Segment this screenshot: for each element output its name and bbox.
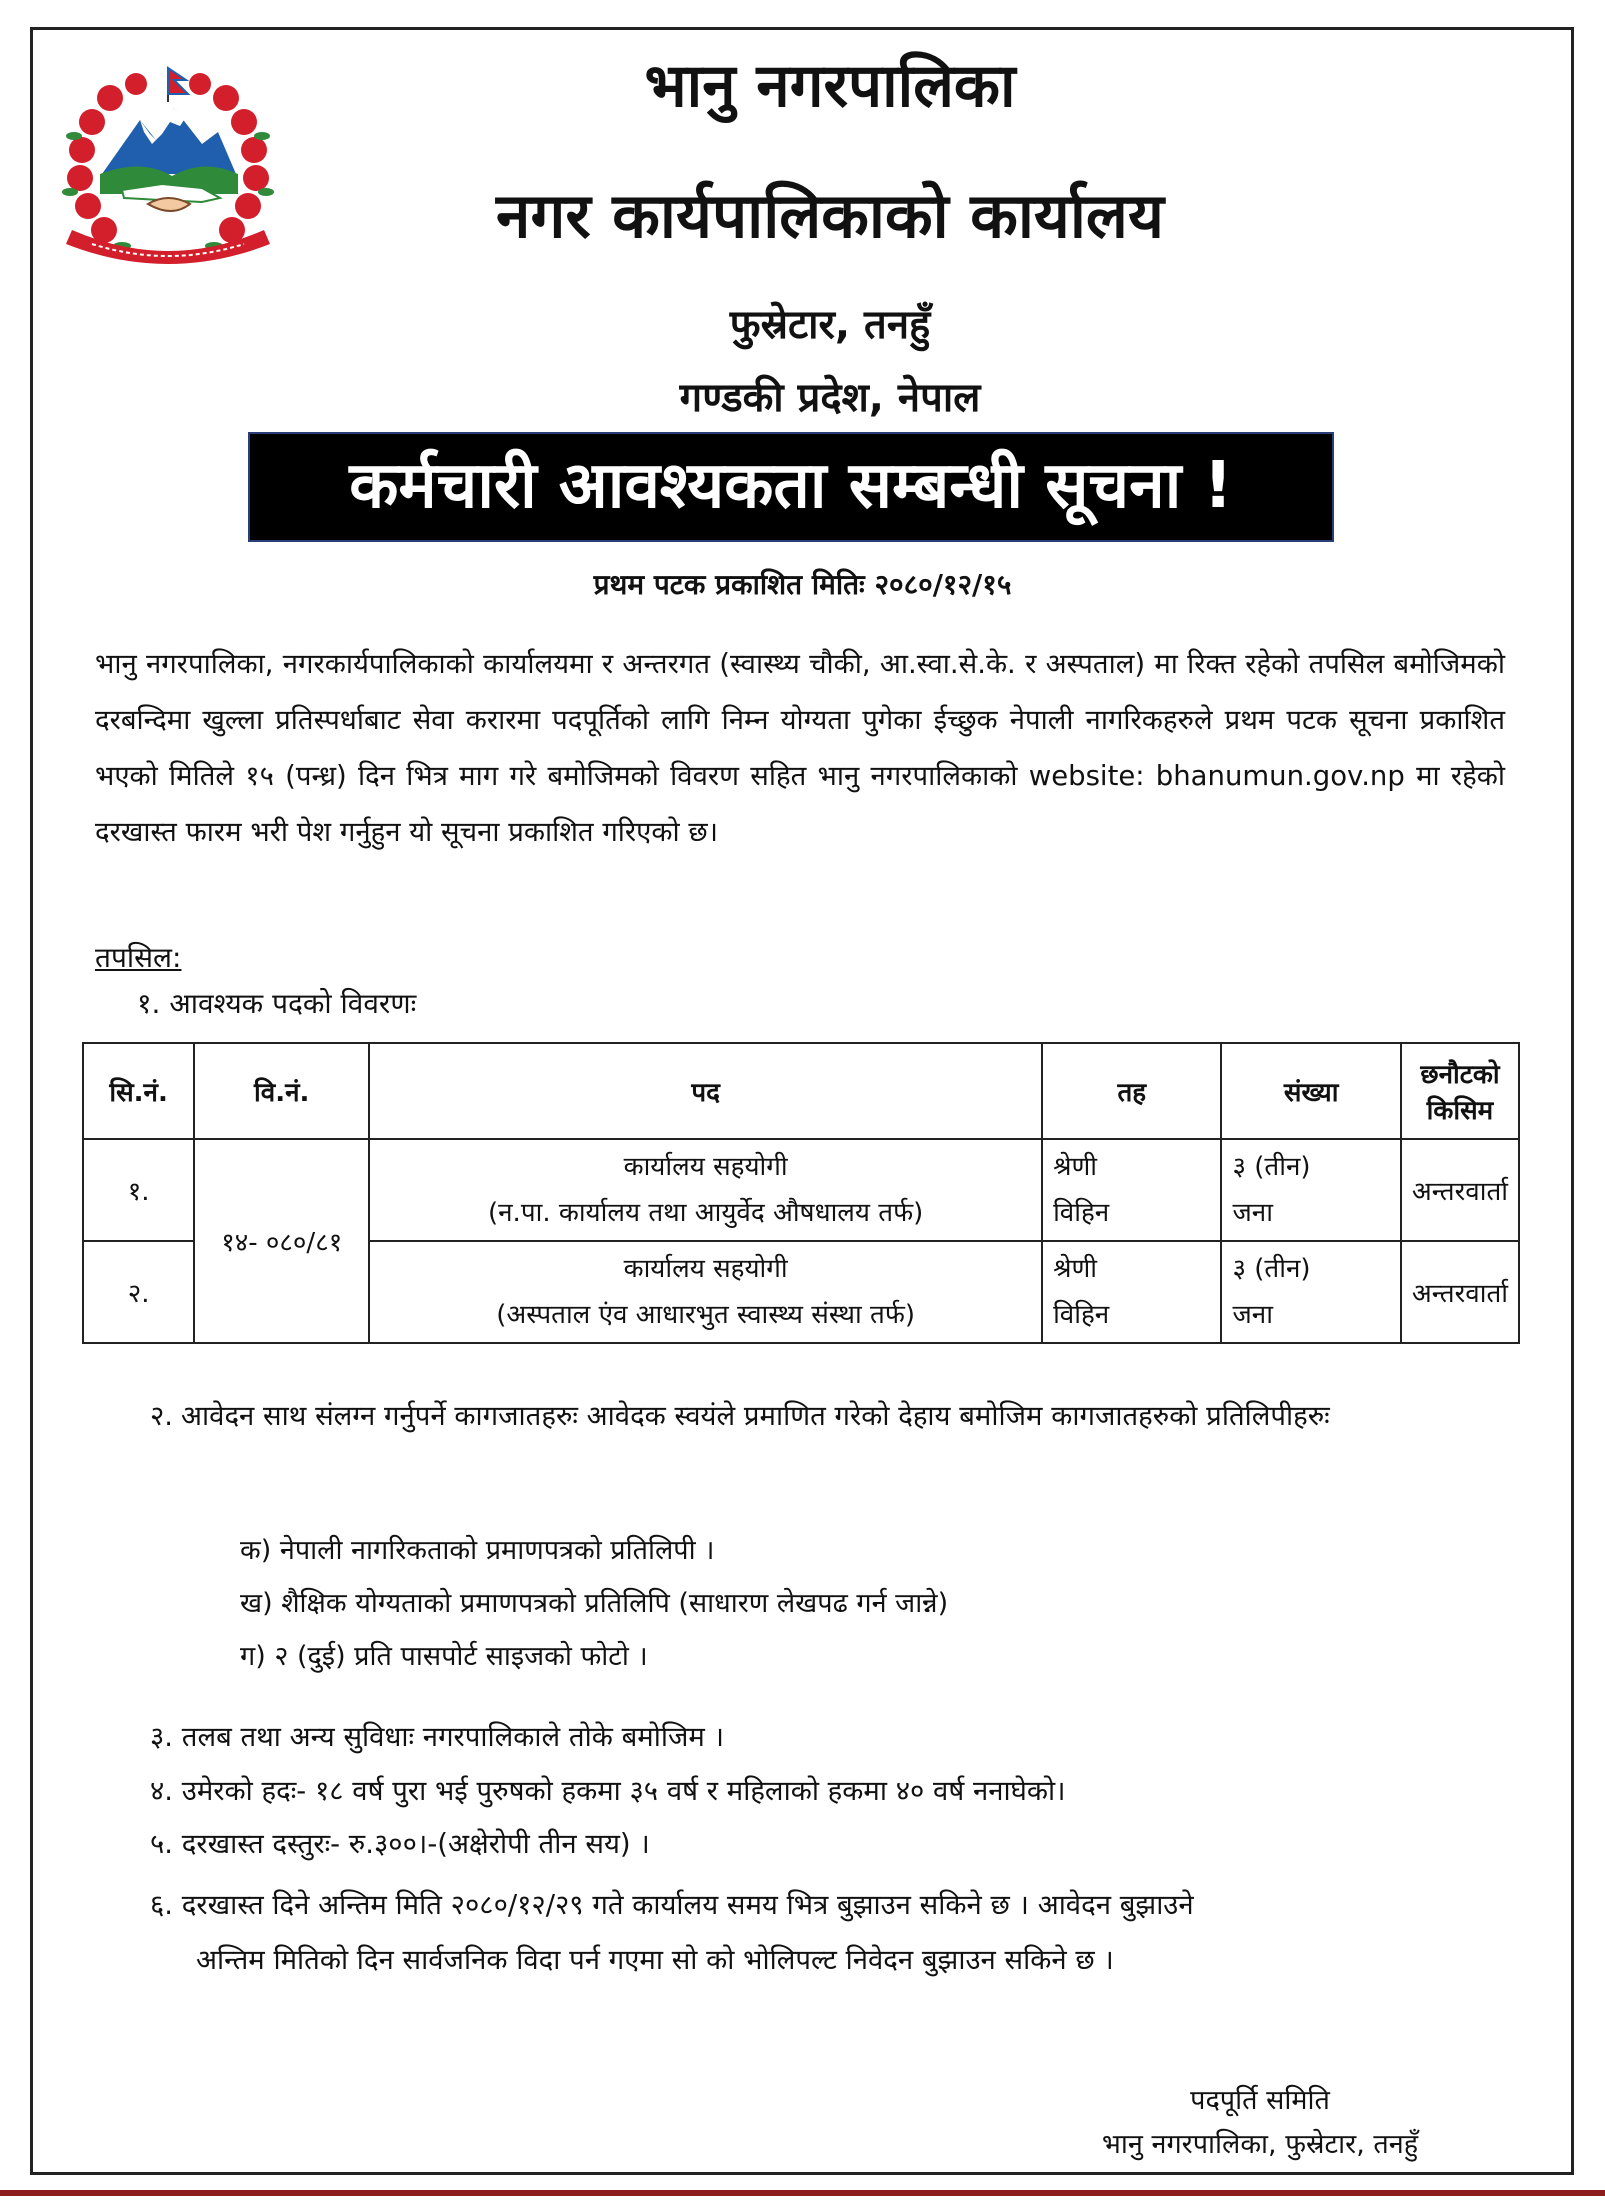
section-3-salary: ३. तलब तथा अन्य सुविधाः नगरपालिकाले तोके बमोजिम । <box>150 1721 725 1753</box>
nepal-emblem-icon <box>52 62 284 264</box>
cell-post <box>369 1139 1042 1241</box>
level-line-2: विहिन <box>1053 1300 1110 1330</box>
section-2 <box>150 1390 1505 1442</box>
schedule-heading: तपसिल: <box>95 941 182 974</box>
cell-count <box>1221 1241 1400 1343</box>
cell-count <box>1221 1139 1400 1241</box>
publish-date: प्रथम पटक प्रकाशित मितिः २०८०/१२/१५ <box>593 568 1012 601</box>
document-item-b: ख) शैक्षिक योग्यताको प्रमाणपत्रको प्रतिलिपि (साधारण लेखपढ गर्न जान्ने) <box>240 1588 949 1619</box>
level-line-1: श्रेणी <box>1053 1152 1098 1182</box>
table-header-row <box>83 1043 1519 1139</box>
cell-selection: अन्तरवार्ता <box>1401 1241 1519 1343</box>
section-6-line-2: अन्तिम मितिको दिन सार्वजनिक विदा पर्न गएमा सो को भोलिपल्ट निवेदन बुझाउन सकिने छ । <box>196 1944 1114 1976</box>
post-detail: (अस्पताल एंव आधारभुत स्वास्थ्य संस्था तर्फ) <box>496 1300 916 1330</box>
header-sn: सि.नं. <box>83 1043 194 1139</box>
cell-sn: २. <box>83 1241 194 1343</box>
cell-sn: १. <box>83 1139 194 1241</box>
document-item-a: क) नेपाली नागरिकताको प्रमाणपत्रको प्रतिलिपी । <box>240 1535 715 1566</box>
document-item-c: ग) २ (दुई) प्रति पासपोर्ट साइजको फोटो । <box>240 1641 648 1672</box>
header-selection: छनौटको किसिम <box>1401 1043 1519 1139</box>
header-post: पद <box>369 1043 1042 1139</box>
intro-paragraph: भानु नगरपालिका, नगरकार्यपालिकाको कार्यालयमा र अन्तरगत (स्वास्थ्य चौकी, आ.स्वा.से.के. र अस्पताल) मा रिक्त रहेको तपसिल बमोजिमको दरबन्दिमा खुल्ला प्रतिस्पर्धाबाट सेवा करारमा पदपूर्तिको लागि निम्न योग्यता पुगेका ईच्छुक नेपाली नागरिकहरुले प्रथम पटक सूचना प्रकाशित भएको मितिले १५ (पन्ध्र) दिन भित्र माग गरे बमोजिमको विवरण सहित भानु नगरपालिकाको website: bhanumun.gov.np मा रहेको दरखास्त फारम भरी पेश गर्नुहुन यो सूचना प्रकाशित गरिएको छ। <box>95 648 1505 848</box>
municipality-name: भानु नगरपालिका <box>644 51 1016 121</box>
location-line-1: फुस्रेटार, तनहुँ <box>729 302 931 348</box>
cell-level <box>1042 1139 1221 1241</box>
notice-banner: कर्मचारी आवश्यकता सम्बन्धी सूचना ! <box>248 432 1334 542</box>
posts-table <box>82 1042 1520 1344</box>
section-5-fee: ५. दरखास्त दस्तुरः- रु.३००।-(अक्षेरोपी तीन सय) । <box>150 1828 650 1860</box>
section-2-text: आवेदन साथ संलग्न गर्नुपर्ने कागजातहरुः आवेदक स्वयंले प्रमाणित गरेको देहाय बमोजिम कागजातहरुको प्रतिलिपीहरुः <box>181 1400 1330 1432</box>
count-line-2: जना <box>1232 1198 1273 1228</box>
table-row <box>83 1139 1519 1241</box>
section-2-number: २. <box>150 1400 174 1432</box>
header-vi-no: वि.नं. <box>194 1043 369 1139</box>
header-count: संख्या <box>1221 1043 1400 1139</box>
signature-committee: पदपूर्ति समिति <box>1190 2085 1330 2116</box>
cell-post <box>369 1241 1042 1343</box>
section-6-line-1: ६. दरखास्त दिने अन्तिम मिति २०८०/१२/२९ गते कार्यालय समय भित्र बुझाउन सकिने छ । आवेदन बुझाउने <box>150 1889 1194 1921</box>
count-line-2: जना <box>1232 1300 1273 1330</box>
level-line-2: विहिन <box>1053 1198 1110 1228</box>
signature-office: भानु नगरपालिका, फुस्रेटार, तनहुँ <box>1101 2129 1419 2160</box>
location-line-2: गण्डकी प्रदेश, नेपाल <box>679 375 981 421</box>
section-1-title: १. आवश्यक पदको विवरणः <box>137 987 417 1020</box>
cell-selection: अन्तरवार्ता <box>1401 1139 1519 1241</box>
cell-vi-no: १४- ०८०/८१ <box>194 1139 369 1343</box>
count-line-1: ३ (तीन) <box>1232 1152 1311 1182</box>
level-line-1: श्रेणी <box>1053 1254 1098 1284</box>
office-name: नगर कार्यपालिकाको कार्यालय <box>496 179 1164 252</box>
post-title: कार्यालय सहयोगी <box>623 1254 788 1284</box>
post-detail: (न.पा. कार्यालय तथा आयुर्वेद औषधालय तर्फ) <box>487 1198 924 1228</box>
post-title: कार्यालय सहयोगी <box>623 1152 788 1182</box>
cell-level <box>1042 1241 1221 1343</box>
count-line-1: ३ (तीन) <box>1232 1254 1311 1284</box>
section-6-deadline <box>150 1878 1505 1988</box>
bottom-rule <box>0 2190 1605 2196</box>
header-level: तह <box>1042 1043 1221 1139</box>
section-4-age-limit: ४. उमेरको हदः- १८ वर्ष पुरा भई पुरुषको हकमा ३५ वर्ष र महिलाको हकमा ४० वर्ष ननाघेको। <box>150 1775 1066 1807</box>
